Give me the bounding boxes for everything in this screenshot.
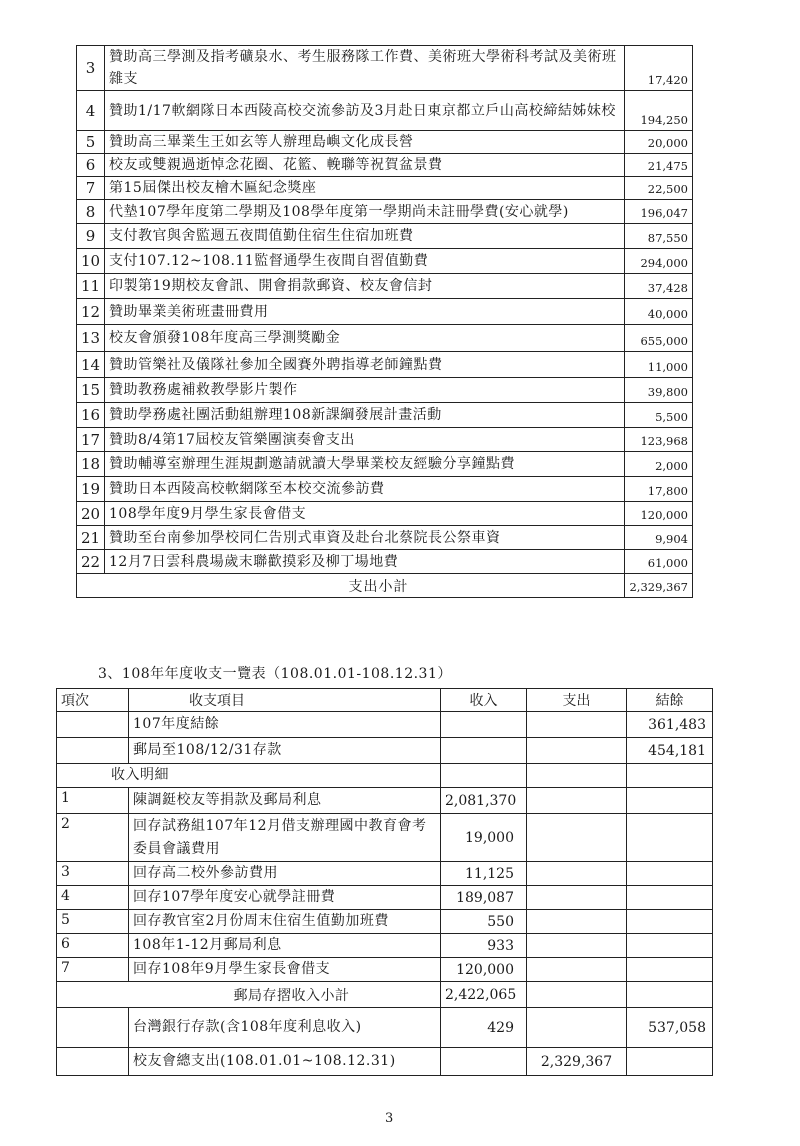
empty-cell [527, 862, 627, 886]
expense-row-item: 贊助至台南參加學校同仁告別式車資及赴台北蔡院長公祭車資 [105, 526, 625, 550]
expense-row [77, 249, 693, 274]
expense-table [76, 45, 693, 598]
empty-cell [627, 886, 713, 910]
empty-cell [627, 764, 713, 788]
expense-row-item: 贊助教務處補救教學影片製作 [105, 378, 625, 403]
summary-top-balance: 361,483 [627, 712, 713, 738]
empty-cell [627, 910, 713, 934]
expense-row-item: 贊助8/4第17屆校友管樂團演奏會支出 [105, 428, 625, 452]
empty-cell [527, 910, 627, 934]
income-row-income: 11,125 [441, 862, 527, 886]
bank-row-no [57, 1008, 129, 1048]
expense-row [77, 299, 693, 325]
empty-cell [627, 862, 713, 886]
expense-row-item: 贊助畢業美術班畫冊費用 [105, 299, 625, 325]
bank-row-item: 台灣銀行存款(含108年度利息收入) [129, 1008, 441, 1048]
expense-row [77, 550, 693, 574]
expense-row-amount: 196,047 [625, 200, 693, 224]
expense-row-no: 12 [77, 299, 105, 325]
expense-row-item: 贊助學務處社團活動組辦理108新課綱發展計畫活動 [105, 403, 625, 428]
expense-row-no: 19 [77, 477, 105, 502]
bank-row-income: 429 [441, 1008, 527, 1048]
expense-row-no: 5 [77, 131, 105, 154]
empty-cell [527, 764, 627, 788]
expense-row-amount: 17,420 [625, 46, 693, 91]
income-row-no: 7 [57, 958, 129, 982]
expense-row [77, 477, 693, 502]
expense-subtotal-amount: 2,329,367 [625, 574, 693, 598]
expense-table-body [77, 46, 693, 598]
total-expense-item: 校友會總支出(108.01.01~108.12.31) [129, 1048, 441, 1076]
summary-top-balance: 454,181 [627, 738, 713, 764]
expense-row [77, 452, 693, 477]
expense-row-no: 18 [77, 452, 105, 477]
expense-row-amount: 294,000 [625, 249, 693, 274]
income-row-no: 4 [57, 886, 129, 910]
expense-row-amount: 37,428 [625, 274, 693, 299]
expense-row-amount: 22,500 [625, 177, 693, 200]
empty-cell [527, 1008, 627, 1048]
expense-subtotal-label: 支出小計 [77, 574, 625, 598]
income-row [57, 910, 713, 934]
summary-top-item: 107年度結餘 [129, 712, 441, 738]
income-row-item: 回存108年9月學生家長會借支 [129, 958, 441, 982]
expense-row-no: 20 [77, 502, 105, 526]
expense-row [77, 177, 693, 200]
summary-table-body [57, 712, 713, 1076]
expense-row [77, 428, 693, 452]
expense-row-amount: 40,000 [625, 299, 693, 325]
expense-row [77, 154, 693, 177]
expense-row-amount: 21,475 [625, 154, 693, 177]
header-income: 收入 [441, 689, 527, 712]
empty-cell [527, 886, 627, 910]
postal-subtotal-label: 郵局存摺收入小計 [57, 982, 441, 1008]
expense-row-no: 3 [77, 46, 105, 91]
page-number: 3 [385, 1111, 394, 1126]
summary-top-item: 郵局至108/12/31存款 [129, 738, 441, 764]
expense-row-no: 17 [77, 428, 105, 452]
expense-row-item: 108學年度9月學生家長會借支 [105, 502, 625, 526]
income-row-income: 19,000 [441, 814, 527, 862]
expense-row-amount: 123,968 [625, 428, 693, 452]
income-row-income: 120,000 [441, 958, 527, 982]
income-row-income: 933 [441, 934, 527, 958]
expense-row-amount: 20,000 [625, 131, 693, 154]
expense-row-no: 16 [77, 403, 105, 428]
income-row-item: 陳調鋌校友等捐款及郵局利息 [129, 788, 441, 814]
income-row-no: 5 [57, 910, 129, 934]
summary-caption: 3、108年年度收支一覽表（108.01.01-108.12.31） [98, 666, 452, 682]
expense-row-item: 贊助高三學測及指考礦泉水、考生服務隊工作費、美術班大學術科考試及美術班雜支 [105, 46, 625, 91]
postal-subtotal-row [57, 982, 713, 1008]
expense-row [77, 352, 693, 378]
expense-row [77, 224, 693, 249]
expense-row-amount: 120,000 [625, 502, 693, 526]
postal-subtotal-income: 2,422,065 [441, 982, 527, 1008]
expense-row-amount: 17,800 [625, 477, 693, 502]
summary-top-no [57, 712, 129, 738]
expense-row-no: 13 [77, 325, 105, 352]
expense-row-item: 贊助高三畢業生王如玄等人辦理島嶼文化成長營 [105, 131, 625, 154]
expense-row-amount: 9,904 [625, 526, 693, 550]
total-expense-no [57, 1048, 129, 1076]
expense-row-amount: 2,000 [625, 452, 693, 477]
income-row-income: 2,081,370 [441, 788, 527, 814]
expense-row-no: 10 [77, 249, 105, 274]
expense-row-amount: 87,550 [625, 224, 693, 249]
expense-row-item: 支付教官與舍監週五夜間值勤住宿生住宿加班費 [105, 224, 625, 249]
expense-row-no: 21 [77, 526, 105, 550]
expense-row-item: 校友或雙親過逝悼念花圈、花籃、輓聯等祝賀盆景費 [105, 154, 625, 177]
empty-cell [627, 982, 713, 1008]
income-row-income: 189,087 [441, 886, 527, 910]
empty-cell [527, 712, 627, 738]
income-row-item: 回存教官室2月份周末住宿生值勤加班費 [129, 910, 441, 934]
income-row-no: 3 [57, 862, 129, 886]
expense-row [77, 502, 693, 526]
income-row-item: 回存107學年度安心就學註冊費 [129, 886, 441, 910]
empty-cell [527, 814, 627, 862]
income-row-item: 108年1-12月郵局利息 [129, 934, 441, 958]
expense-subtotal-row [77, 574, 693, 598]
header-expense: 支出 [527, 689, 627, 712]
empty-cell [441, 712, 527, 738]
summary-header-row [57, 689, 713, 712]
expense-row [77, 91, 693, 131]
expense-row [77, 131, 693, 154]
expense-row-item: 第15屆傑出校友檜木匾紀念獎座 [105, 177, 625, 200]
empty-cell [441, 764, 527, 788]
empty-cell [527, 958, 627, 982]
bank-row [57, 1008, 713, 1048]
expense-row [77, 200, 693, 224]
empty-cell [527, 788, 627, 814]
expense-row [77, 274, 693, 299]
expense-row [77, 526, 693, 550]
expense-row-amount: 5,500 [625, 403, 693, 428]
header-no: 項次 [57, 689, 129, 712]
expense-row-no: 11 [77, 274, 105, 299]
expense-row-item: 支付107.12~108.11監督通學生夜間自習值勤費 [105, 249, 625, 274]
empty-cell [627, 934, 713, 958]
expense-row-no: 4 [77, 91, 105, 131]
expense-row-item: 贊助日本西陵高校軟網隊至本校交流參訪費 [105, 477, 625, 502]
empty-cell [627, 1048, 713, 1076]
expense-row-amount: 655,000 [625, 325, 693, 352]
income-detail-label-row [57, 764, 713, 788]
expense-row [77, 403, 693, 428]
summary-table [56, 688, 713, 1076]
expense-row-item: 贊助管樂社及儀隊社參加全國賽外聘指導老師鐘點費 [105, 352, 625, 378]
expense-row-item: 印製第19期校友會訊、開會捐款郵資、校友會信封 [105, 274, 625, 299]
expense-row-amount: 39,800 [625, 378, 693, 403]
expense-row-no: 9 [77, 224, 105, 249]
expense-row-no: 14 [77, 352, 105, 378]
total-expense-amount: 2,329,367 [527, 1048, 627, 1076]
expense-row-item: 代墊107學年度第二學期及108學年度第一學期尚未註冊學費(安心就學) [105, 200, 625, 224]
income-row-no: 6 [57, 934, 129, 958]
expense-row-amount: 194,250 [625, 91, 693, 131]
income-row [57, 886, 713, 910]
income-row-income: 550 [441, 910, 527, 934]
income-row [57, 862, 713, 886]
expense-row-item: 贊助輔導室辦理生涯規劃邀請就讀大學畢業校友經驗分享鐘點費 [105, 452, 625, 477]
expense-row-amount: 11,000 [625, 352, 693, 378]
empty-cell [627, 814, 713, 862]
expense-row [77, 378, 693, 403]
header-item: 收支項目 [129, 689, 441, 712]
bank-row-balance: 537,058 [627, 1008, 713, 1048]
income-detail-label: 收入明細 [57, 764, 441, 788]
expense-row-amount: 61,000 [625, 550, 693, 574]
expense-row [77, 46, 693, 91]
income-row [57, 788, 713, 814]
empty-cell [441, 738, 527, 764]
income-row-item: 回存試務組107年12月借支辦理國中教育會考委員會議費用 [129, 814, 441, 862]
income-row [57, 814, 713, 862]
income-row-no: 1 [57, 788, 129, 814]
total-expense-row [57, 1048, 713, 1076]
expense-row-no: 6 [77, 154, 105, 177]
empty-cell [627, 788, 713, 814]
empty-cell [527, 982, 627, 1008]
summary-top-row [57, 738, 713, 764]
empty-cell [441, 1048, 527, 1076]
expense-row-item: 12月7日雲科農場歲末聯歡摸彩及柳丁場地費 [105, 550, 625, 574]
empty-cell [527, 934, 627, 958]
expense-row-item: 贊助1/17軟網隊日本西陵高校交流參訪及3月赴日東京都立戶山高校締結姊妹校 [105, 91, 625, 131]
expense-row-item: 校友會頒發108年度高三學測獎勵金 [105, 325, 625, 352]
expense-row-no: 7 [77, 177, 105, 200]
summary-top-no [57, 738, 129, 764]
expense-row-no: 8 [77, 200, 105, 224]
empty-cell [627, 958, 713, 982]
income-row [57, 934, 713, 958]
expense-row-no: 22 [77, 550, 105, 574]
income-row-item: 回存高二校外參訪費用 [129, 862, 441, 886]
income-row [57, 958, 713, 982]
summary-top-row [57, 712, 713, 738]
expense-row-no: 15 [77, 378, 105, 403]
income-row-no: 2 [57, 814, 129, 862]
expense-row [77, 325, 693, 352]
header-balance: 結餘 [627, 689, 713, 712]
empty-cell [527, 738, 627, 764]
